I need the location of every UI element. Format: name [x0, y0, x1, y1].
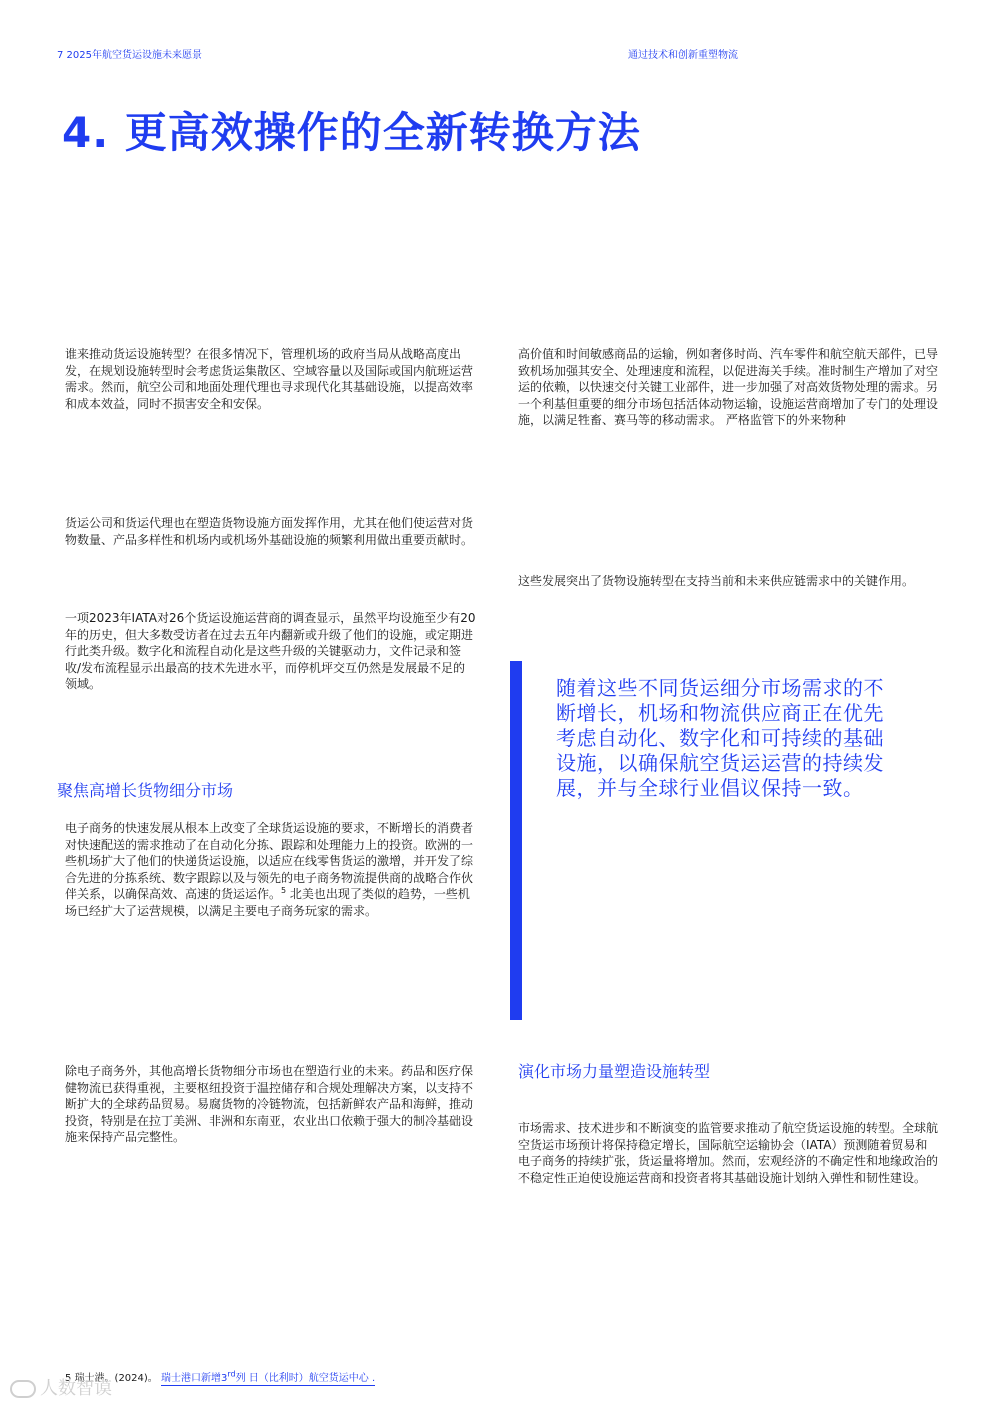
- page-title: 4. 更高效操作的全新转换方法: [62, 108, 641, 157]
- paragraph-text: 高价值和时间敏感商品的运输，例如奢侈时尚、汽车零件和航空航天部件，已导致机场加强其安全、处理速度和流程，以促进海关手续。准时制生产增加了对空运的依赖，以快速交付关键工业部件，进一步加强了对高效货物处理的需求。另一个利基但重要的细分市场包括活体动物运输，设施运营商增加了专门的处理设施，以满足牲畜、赛马等的移动需求。 严格监管下的外来物种: [518, 347, 939, 427]
- paragraph-text-part-1: 电子商务的快速发展从根本上改变了全球货运设施的要求，不断增长的消费者对快速配送的需求推动了在自动化分拣、跟踪和处理能力上的投资。欧洲的一些机场扩大了他们的快递货运设施，以适应在线零售货运的激增，并开发了综合先进的分拣系统、数字跟踪以及与领先的电子商务物流提供商的战略合作伙伴关系，以确保高效、高速的货运运作。: [65, 821, 474, 901]
- footnote-link-tail: .: [368, 1373, 376, 1384]
- header-right: 通过技术和创新重塑物流: [628, 50, 738, 61]
- watermark-logo-icon: [10, 1380, 36, 1398]
- paragraph-text: [65, 820, 477, 919]
- paragraph-text: 市场需求、技术进步和不断演变的监管要求推动了航空货运设施的转型。全球航空货运市场预计将保持稳定增长，国际航空运输协会（IATA）预测随着贸易和电子商务的持续扩张，货运量将增加。然而，宏观经济的不确定性和地缘政治的不稳定性正迫使设施运营商和投资者将其基础设施计划纳入弹性和韧性建设。: [518, 1121, 939, 1185]
- header-left: 7 2025年航空货运设施未来愿景: [57, 50, 202, 61]
- paragraph-text: 除电子商务外，其他高增长货物细分市场也在塑造行业的未来。药品和医疗保健物流已获得重视，主要枢纽投资于温控储存和合规处理解决方案，以支持不断扩大的全球药品贸易。易腐货物的冷链物流，包括新鲜农产品和海鲜，推动投资，特别是在拉丁美洲、非洲和东南亚，农业出口依赖于强大的制冷基础设施来保持产品完整性。: [65, 1064, 474, 1144]
- paragraph-right-3: [518, 1120, 938, 1186]
- footnote-link-text-1: 瑞士港口新增3: [160, 1373, 228, 1384]
- footnote-link-sup: rd: [227, 1369, 236, 1379]
- paragraph-text: 谁来推动货运设施转型？在很多情况下，管理机场的政府当局从战略高度出发，在规划设施转型时会考虑货运集散区、空域容量以及国际或国内航班运营需求。然而，航空公司和地面处理代理也寻求现代化其基础设施，以提高效率和成本效益，同时不损害安全和安保。: [65, 347, 474, 411]
- paragraph-right-1: [518, 346, 938, 429]
- watermark-text: 人数智谟: [40, 1378, 112, 1399]
- footnote-link[interactable]: [160, 1369, 376, 1386]
- section-heading-right: 演化市场力量塑造设施转型: [518, 1062, 711, 1081]
- paragraph-left-5: [65, 1063, 477, 1146]
- paragraph-left-1: [65, 346, 477, 412]
- paragraph-right-2: [518, 573, 938, 590]
- paragraph-left-2: [65, 515, 477, 548]
- watermark: [10, 1374, 112, 1400]
- paragraph-left-3: [65, 610, 477, 693]
- paragraph-text: 货运公司和货运代理也在塑造货物设施方面发挥作用，尤其在他们使运营对货物数量、产品多样性和机场内或机场外基础设施的频繁利用做出重要贡献时。: [65, 516, 474, 547]
- section-heading-left: 聚焦高增长货物细分市场: [57, 781, 234, 800]
- paragraph-text-part-2: 北美也出现了类似的趋势，一些机场已经扩大了运营规模，以满足主要电子商务玩家的需求。: [65, 887, 470, 918]
- quote-accent-bar: [510, 661, 522, 1020]
- paragraph-left-4: [65, 820, 477, 919]
- paragraph-text: 这些发展突出了货物设施转型在支持当前和未来供应链需求中的关键作用。: [518, 574, 915, 588]
- paragraph-text: 一项2023年IATA对26个货运设施运营商的调查显示，虽然平均设施至少有20年的历史，但大多数受访者在过去五年内翻新或升级了他们的设施，或定期进行此类升级。数字化和流程自动化是这些升级的关键驱动力，文件记录和签收/发布流程显示出最高的技术先进水平，而停机坪交互仍然是发展最不足的领域。: [65, 611, 476, 691]
- pull-quote: 随着这些不同货运细分市场需求的不断增长，机场和物流供应商正在优先考虑自动化、数字化和可持续的基础设施，以确保航空货运运营的持续发展，并与全球行业倡议保持一致。: [556, 676, 884, 800]
- footnote-link-text-2: 列 日（比利时）航空货运中心: [235, 1373, 369, 1384]
- footnote-text: 5 瑞士港。(2024)。: [65, 1373, 158, 1384]
- footnote-ref[interactable]: 5: [281, 886, 287, 895]
